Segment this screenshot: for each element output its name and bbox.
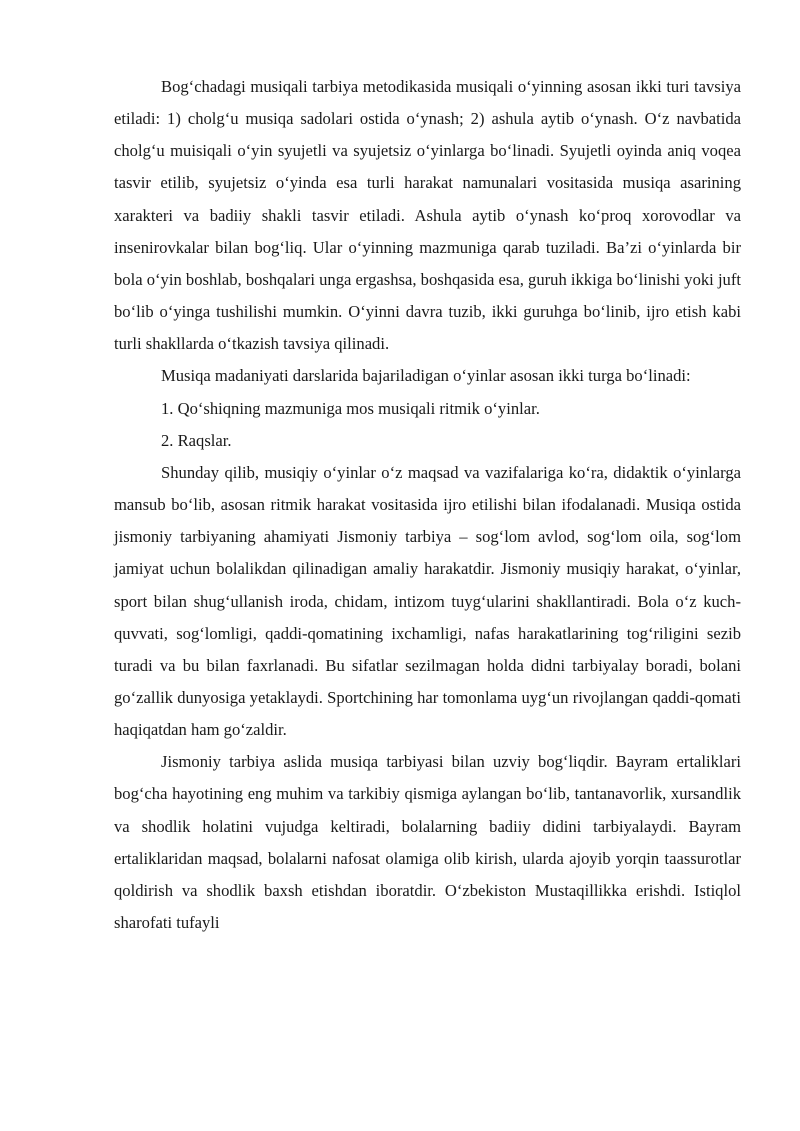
document-page xyxy=(114,71,741,939)
paragraph-physical-education: Shunday qilib, musiqiy o‘yinlar o‘z maqsad va vazifalariga ko‘ra, didaktik o‘yinlarga mansub bo‘lib, asosan ritmik harakat vositasida ijro etilishi bilan ifodalanadi. Musiqa ostida jismoniy tarbiyaning ahamiyati Jismoniy tarbiya – sog‘lom avlod, sog‘lom oila, sog‘lom jamiyat uchun bolalikdan qilinadigan amaliy harakatdir. Jismoniy musiqiy harakat, o‘yinlar, sport bilan shug‘ullanish iroda, chidam, intizom tuyg‘ularini shakllantiradi. Bola o‘z kuch-quvvati, sog‘lomligi, qaddi-qomatining ixchamligi, nafas harakatlarining tog‘riligini sezib turadi va bu bilan faxrlanadi. Bu sifatlar sezilmagan holda didni tarbiyalay boradi, bolani go‘zallik dunyosiga yetaklaydi. Sportchining har tomonlama uyg‘un rivojlangan qaddi-qomati haqiqatdan ham go‘zaldir. xyxy=(114,462,741,740)
paragraph-music-lessons-games: Musiqa madaniyati darslarida bajariladigan o‘yinlar asosan ikki turga bo‘linadi: xyxy=(161,366,691,386)
paragraph-musical-games-types: Bog‘chadagi musiqali tarbiya metodikasida musiqali o‘yinning asosan ikki turi tavsiya etiladi: 1) cholg‘u musiqa sadolari ostida o‘ynash; 2) ashula aytib o‘ynash. O‘z navbatida cholg‘u muisiqali o‘yin syujetli va syujetsiz o‘yinlarga bo‘linadi. Syujetli oyinda aniq voqea tasvir etilib, syujetsiz o‘yinda esa turli harakat namunalari vositasida musiqa asarining xarakteri va badiiy shakli tasvir etiladi. Ashula aytib o‘ynash ko‘proq xorovodlar va insenirovkalar bilan bog‘liq. Ular o‘yinning mazmuniga qarab tuziladi. Ba’zi o‘yinlarda bir bola o‘yin boshlab, boshqalari unga ergashsa, boshqasida esa, guruh ikkiga bo‘linishi yoki juft bo‘lib o‘yinga tushilishi mumkin. O‘yinni davra tuzib, ikki guruhga bo‘linib, ijro etish kabi turli shakllarda o‘tkazish tavsiya qilinadi. xyxy=(114,77,741,354)
paragraph-holiday-mornings: Jismoniy tarbiya aslida musiqa tarbiyasi bilan uzviy bog‘liqdir. Bayram ertaliklari bog‘cha hayotining eng muhim va tarkibiy qismiga aylangan bo‘lib, tantanavorlik, xursandlik va shodlik holatini vujudga keltiradi, bolalarning badiiy didini tarbiyalaydi. Bayram ertaliklaridan maqsad, bolalarni nafosat olamiga olib kirish, ularda ajoyib yorqin taassurotlar qoldirish va shodlik baxsh etishdan iboratdir. O‘zbekiston Mustaqillikka erishdi. Istiqlol sharofati tufayli xyxy=(114,752,741,933)
list-item-rhythmic-games: 1. Qo‘shiqning mazmuniga mos musiqali ritmik o‘yinlar. xyxy=(161,398,540,418)
list-item-dances: 2. Raqslar. xyxy=(161,430,232,450)
